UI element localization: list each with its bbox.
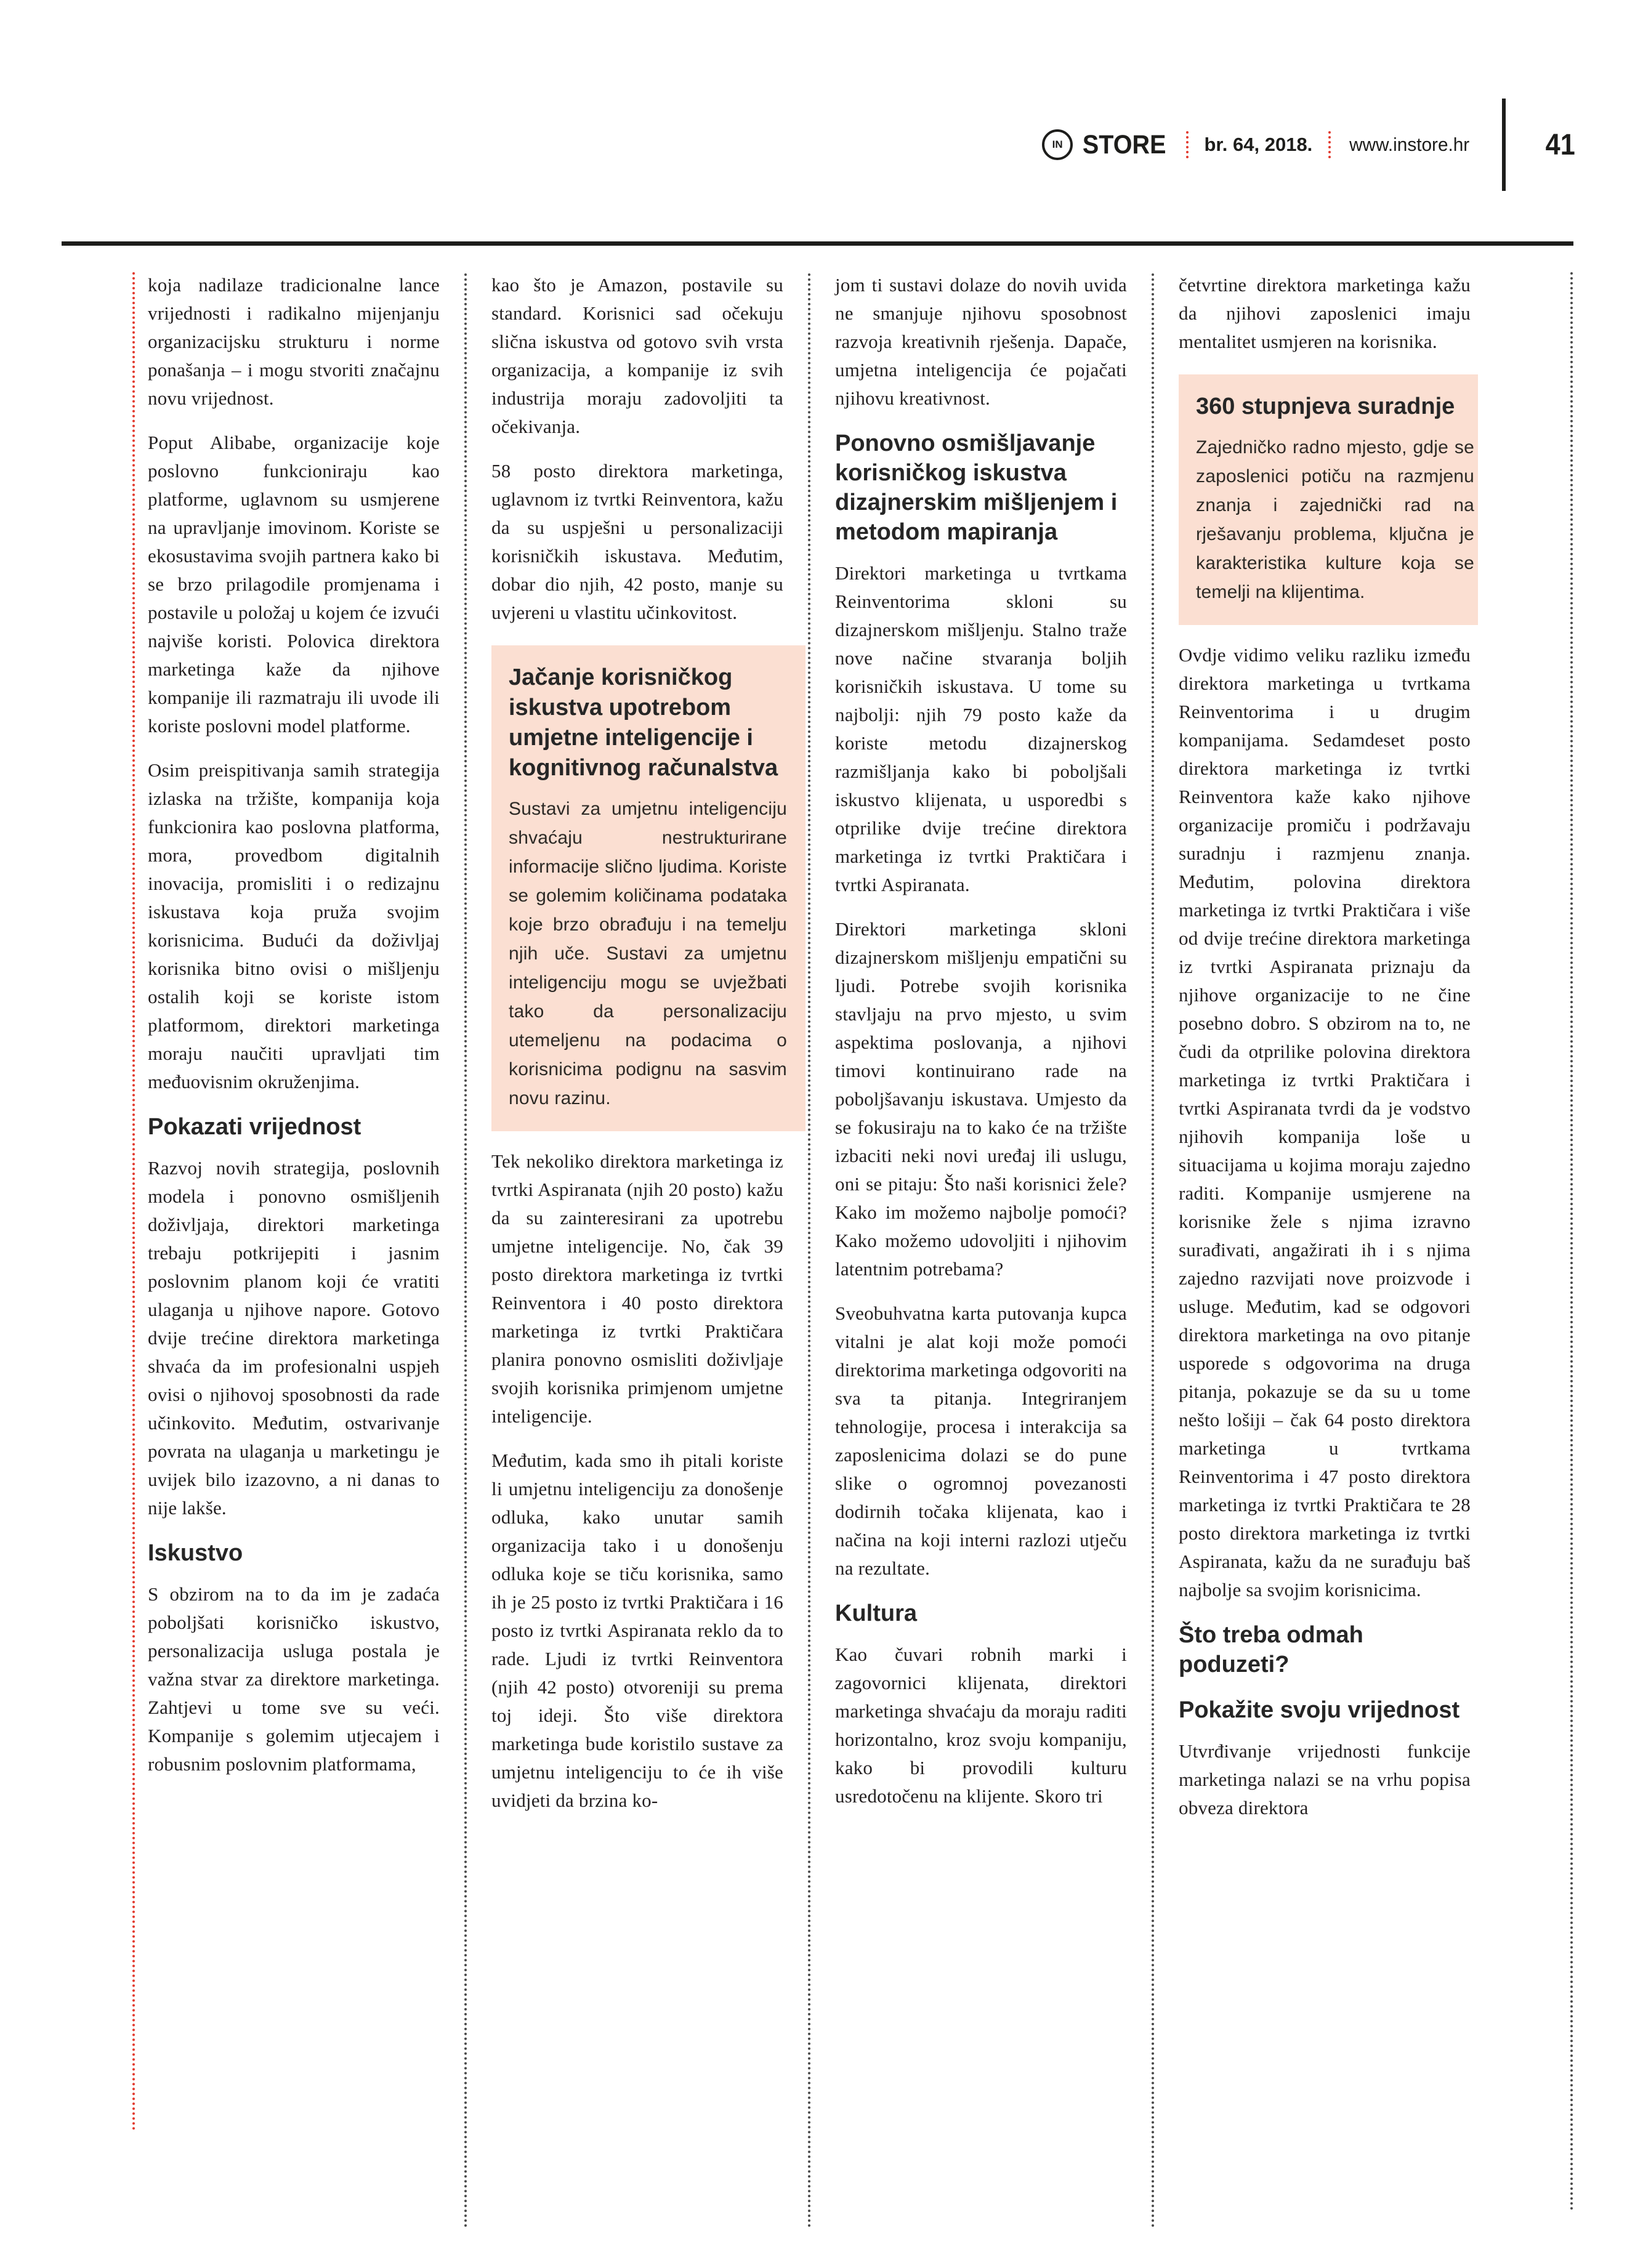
paragraph: jom ti sustavi dolaze do novih uvida ne smanjuje njihovu sposobnost razvoja kreativnih rješenja. Dapače, umjetna inteligencija će pojačati njihovu kreativnost. <box>835 274 1127 409</box>
section-heading-sto-treba-odmah-poduzeti: Što treba odmah poduzeti? <box>1179 1622 1363 1677</box>
website-url: www.instore.hr <box>1349 134 1470 155</box>
highlight-box-title: Jačanje korisničkog iskustva upotrebom umjetne inteligencije i kognitivnog računalstva <box>509 664 778 781</box>
header-rule <box>62 241 1573 246</box>
paragraph: Direktori marketinga skloni dizajnerskom mišljenju empatični su ljudi. Potrebe svojih korisnika stavljaju na prvo mjesto, u svim aspektima poslovanja, a njihovi timovi kontinuirano rade na poboljšavanju iskustava. Umjesto da se fokusiraju na to kako će na tržište izbaciti neki novi uređaj ili uslugu, oni se pitaju: Što naši korisnici žele? Kako im možemo najbolje pomoći? Kako možemo udovoljiti i njihovim latentnim potrebama? <box>835 918 1127 1280</box>
paragraph: Tek nekoliko direktora marketinga iz tvrtki Aspiranata (njih 20 posto) kažu da su zainteresirani za upotrebu umjetne inteligencije. No, čak 39 posto direktora marketinga iz tvrtki Reinventora i 40 posto direktora marketinga iz tvrtki Praktičara planira ponovno osmisliti doživljaje svojih korisnika primjenom umjetne inteligencije. <box>491 1150 783 1427</box>
paragraph: Kao čuvari robnih marki i zagovornici klijenata, direktori marketinga shvaćaju da moraju raditi horizontalno, kroz svoju kompaniju, kako bi provodili kulturu usredotočenu na klijente. Skoro tri <box>835 1644 1127 1807</box>
paragraph: Utvrđivanje vrijednosti funkcije marketinga nalazi se na vrhu popisa obveza direktora <box>1179 1740 1471 1818</box>
page-number: 41 <box>1545 128 1575 161</box>
section-heading-ponovno-osmisljavanje: Ponovno osmišljavanje korisničkog iskustva dizajnerskim mišljenjem i metodom mapiranja <box>835 430 1118 545</box>
paragraph: Međutim, kada smo ih pitali koriste li umjetnu inteligenciju za donošenje odluka, kako unutar samih organizacija tako i u donošenju odluka koje se tiču korisnika, samo ih je 25 posto iz tvrtki Praktičara i 16 posto iz tvrtki Aspiranata reklo da to rade. Ljudi iz tvrtki Reinventora (njih 42 posto) otvoreniji su prema toj ideji. Što više direktora marketinga bude koristilo sustave za umjetnu inteligenciju to će ih više uvidjeti da brzina ko- <box>491 1450 783 1811</box>
logo-in-circle-icon: IN <box>1042 129 1073 160</box>
right-margin-dotted-rule <box>1570 272 1573 2212</box>
section-heading-pokazati-vrijednost: Pokazati vrijednost <box>148 1114 361 1140</box>
column-separator <box>464 273 467 2229</box>
paragraph: 58 posto direktora marketinga, uglavnom iz tvrtki Reinventora, kažu da su uspješni u personalizaciji korisničkih iskustava. Međutim, dobar dio njih, 42 posto, manje su uvjereni u vlastitu učinkovitost. <box>491 460 783 623</box>
paragraph: koja nadilaze tradicionalne lance vrijednosti i radikalno mijenjanju organizacijsku strukturu i norme ponašanja – i mogu stvoriti značajnu novu vrijednost. <box>148 274 440 409</box>
paragraph: četvrtine direktora marketinga kažu da njihovi zaposlenici imaju mentalitet usmjeren na korisnika. <box>1179 274 1471 352</box>
instore-logo <box>1042 129 1169 160</box>
highlight-box-360 <box>1179 374 1478 625</box>
paragraph: Razvoj novih strategija, poslovnih modela i ponovno osmišljenih doživljaja, direktori marketinga trebaju potkrijepiti i jasnim poslovnim planom koji će vratiti ulaganja u njihove napore. Gotovo dvije trećine direktora marketinga shvaća da im profesionalni uspjeh ovisi o njihovoj sposobnosti da rade učinkovito. Međutim, ostvarivanje povrata na ulaganja u marketingu je uvijek bilo izazovno, a ni danas to nije lakše. <box>148 1157 440 1519</box>
paragraph: Poput Alibabe, organizacije koje poslovno funkcioniraju kao platforme, uglavnom su usmjerene na upravljanje imovinom. Koriste se ekosustavima svojih partnera kako bi se brzo prilagodile promjenama i postavile u položaj u kojem će izvući najviše koristi. Polovica direktora marketinga kaže da njihove kompanije ili razmatraju ili uvode ili koriste poslovni model platforme. <box>148 432 440 736</box>
article-body <box>148 271 1478 2254</box>
logo-store-text: STORE <box>1083 129 1166 159</box>
article-column-4 <box>1179 271 1474 2254</box>
section-heading-iskustvo: Iskustvo <box>148 1540 243 1566</box>
highlight-box-ai <box>491 645 805 1131</box>
paragraph: Osim preispitivanja samih strategija izlaska na tržište, kompanija koja funkcionira kao poslovna platforma, mora, provedbom digitalnih inovacija, promisliti i o redizajnu iskustava koja pruža svojim korisnicima. Budući da doživljaj korisnika bitno ovisi o mišljenju ostalih koji se koriste istom platformom, direktori marketinga moraju naučiti upravljati tim međuovisnim okruženjima. <box>148 759 440 1092</box>
article-column-3 <box>835 271 1127 2254</box>
paragraph: kao što je Amazon, postavile su standard. Korisnici sad očekuju slična iskustva od gotovo svih vrsta organizacija, a kompanije iz svih industrija moraju zadovoljiti ta očekivanja. <box>491 274 783 437</box>
column-separator <box>1152 273 1154 2229</box>
page-header <box>1042 92 1576 197</box>
article-column-2 <box>491 271 787 2254</box>
section-heading-kultura: Kultura <box>835 1600 917 1626</box>
paragraph: Sveobuhvatna karta putovanja kupca vitalni je alat koji može pomoći direktorima marketinga odgovoriti na sva ta pitanja. Integriranjem tehnologije, procesa i interakcija sa zaposlenicima dolazi se do pune slike o ogromnoj povezanosti dodirnih točaka klijenata, kao i načina na koji interni razlozi utječu na rezultate. <box>835 1302 1127 1579</box>
issue-number: br. 64, 2018. <box>1204 134 1313 155</box>
paragraph: S obzirom na to da im je zadaća poboljšati korisničko iskustvo, personalizacija usluga postala je važna stvar za direktore marketinga. Zahtjevi u tome sve su veći. Kompanije s golemim utjecajem i robusnim poslovnim platformama, <box>148 1583 440 1775</box>
red-dotted-separator-icon <box>1186 131 1189 158</box>
highlight-box-text: Zajedničko radno mjesto, gdje se zaposlenici potiču na razmjenu znanja i zajednički rad na rješavanju problema, ključna je karakteristika kulture koja se temelji na klijentima. <box>1196 437 1474 602</box>
paragraph: Ovdje vidimo veliku razliku između direktora marketinga u tvrtkama Reinventorima i u drugim kompanijama. Sedamdeset posto direktora marketinga iz tvrtki Reinventora kaže kako njihove organizacije promiču i podržavaju suradnju i razmjenu znanja. Međutim, polovina direktora marketinga iz tvrtki Praktičara i više od dvije trećine direktora marketinga iz tvrtki Aspiranata priznaju da njihove organizacije to ne čine posebno dobro. S obzirom na to, ne čudi da otprilike polovina direktora marketinga iz tvrtki Praktičara i tvrtki Aspiranata tvrdi da je vodstvo njihovih kompanija loše u situacijama u kojima moraju zajedno raditi. Kompanije usmjerene na korisnike žele s njima izravno surađivati, angažirati ih i s njima zajedno razvijati nove proizvode i usluge. Međutim, kad se odgovori direktora marketinga na ovo pitanje usporede s odgovorima na druga pitanja, pokazuje se da su u tome nešto lošiji – čak 64 posto direktora marketinga u tvrtkama Reinventorima i 47 posto direktora marketinga iz tvrtki Praktičara te 28 posto direktora marketinga iz tvrtki Aspiranata, kažu da ne surađuju baš najbolje sa svojim korisnicima. <box>1179 644 1471 1600</box>
page-number-divider-bar <box>1502 99 1506 191</box>
section-heading-pokazite-svoju-vrijednost: Pokažite svoju vrijednost <box>1179 1697 1460 1723</box>
paragraph: Direktori marketinga u tvrtkama Reinventorima skloni su dizajnerskom mišljenju. Stalno traže nove načine stvaranja boljih korisničkih iskustava. U tome su najbolji: njih 79 posto kaže da koriste metodu dizajnerskog razmišljanja kako bi poboljšali iskustvo klijenata, u usporedbi s otprilike dvije trećine direktora marketinga iz tvrtki Praktičara i tvrtki Aspiranata. <box>835 562 1127 895</box>
highlight-box-title: 360 stupnjeva suradnje <box>1196 393 1455 419</box>
left-margin-red-dotted-rule <box>132 272 135 2132</box>
article-column-1 <box>148 271 440 2254</box>
red-dotted-separator-icon <box>1328 131 1331 158</box>
column-separator <box>808 273 810 2229</box>
highlight-box-text: Sustavi za umjetnu inteligenciju shvaćaju nestrukturirane informacije slično ljudima. Koriste se golemim količinama podataka koje brzo obrađuju i na temelju njih uče. Sustavi za umjetnu inteligenciju mogu se uvježbati tako da personalizaciju utemeljenu na podacima o korisnicima podignu na sasvim novu razinu. <box>509 799 787 1108</box>
